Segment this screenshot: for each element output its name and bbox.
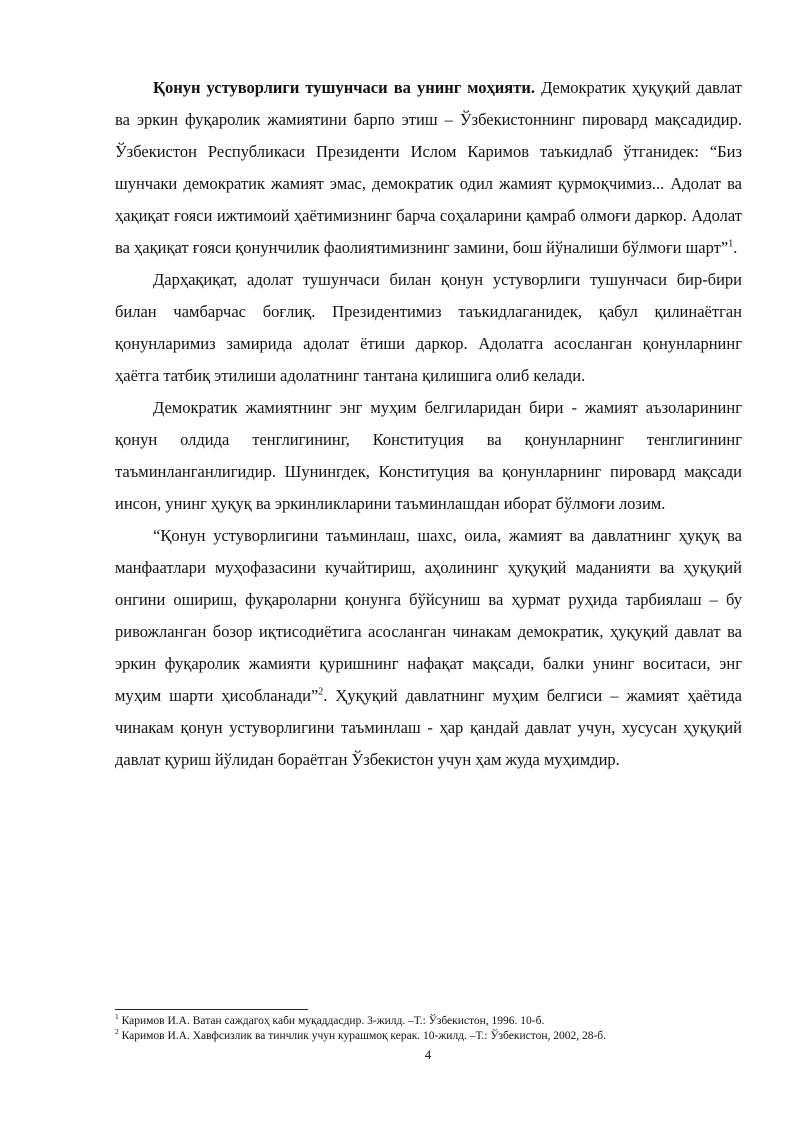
footnote-reference-2[interactable]: 2 xyxy=(318,686,324,698)
footnote-separator xyxy=(115,1009,308,1010)
paragraph-1 xyxy=(115,72,742,264)
paragraph-4 xyxy=(115,520,742,776)
paragraph-3 xyxy=(115,392,742,520)
footnote-text: Каримов И.А. Хавфсизлик ва тинчлик учун курашмоқ керак. 10-жилд. –Т.: Ўзбекистон, 2002, 28-б. xyxy=(118,1030,607,1042)
footnote-2 xyxy=(115,1029,742,1044)
section-heading: Қонун устуворлиги тушунчаси ва унинг моҳияти. xyxy=(153,78,535,97)
paragraph-text: Демократик жамиятнинг энг муҳим белгиларидан бири - жамият аъзоларининг қонун олдида тенглигининг, Конституция ва қонунларнинг тенглигининг таъминланганлигидир. Шунингдек, Конституция ва қонунларнинг пировард мақсади инсон, унинг ҳуқуқ ва эркинликларини таъминлашдан иборат бўлмоғи лозим. xyxy=(115,398,742,513)
footnote-text: Каримов И.А. Ватан саждагоҳ каби муқаддасдир. 3-жилд. –Т.: Ўзбекистон, 1996. 10-б. xyxy=(118,1015,545,1027)
footnote-mark: 2 xyxy=(115,1027,119,1037)
footnote-reference-1[interactable]: 1 xyxy=(728,238,734,250)
paragraph-text-end: . Ҳуқуқий давлатнинг муҳим белгиси – жамият ҳаётида чинакам қонун устуворлигини таъминлаш - ҳар қандай давлат учун, хусусан ҳуқуқий давлат қуриш йўлидан бораётган Ўзбекистон учун ҳам жуда муҳимдир. xyxy=(115,686,743,769)
paragraph-text: Дарҳақиқат, адолат тушунчаси билан қонун устуворлиги тушунчаси бир-бири билан чамбарчас боғлиқ. Президентимиз таъкидлаганидек, қабул қилинаётган қонунларимиз замирида адолат ётиши даркор. Адолатга асосланган қонунларнинг ҳаётга татбиқ этилиши адолатнинг тантана қилишига олиб келади. xyxy=(115,270,742,385)
footnote-1 xyxy=(115,1014,742,1029)
paragraph-2 xyxy=(115,264,742,392)
footnotes xyxy=(115,1014,742,1044)
footnote-mark: 1 xyxy=(115,1012,119,1022)
paragraph-text: “Қонун устуворлигини таъминлаш, шахс, оила, жамият ва давлатнинг ҳуқуқ ва манфаатлари муҳофазасини кучайтириш, аҳолининг ҳуқуқий маданияти ва ҳуқуқий онгини ошириш, фуқароларни қонунга бўйсуниш ва ҳурмат руҳида тарбиялаш – бу ривожланган бозор иқтисодиётига асосланган чинакам демократик, ҳуқуқий давлат ва эркин фуқаролик жамияти қуришнинг нафақат мақсади, балки унинг воситаси, энг муҳим шарти ҳисобланади” xyxy=(115,526,742,705)
document-body xyxy=(115,72,742,776)
paragraph-text: Демократик ҳуқуқий давлат ва эркин фуқаролик жамиятини барпо этиш – Ўзбекистоннинг пировард мақсадидир. Ўзбекистон Республикаси Президенти Ислом Каримов таъкидлаб ўтганидек: “Биз шунчаки демократик жамият эмас, демократик одил жамият қурмоқчимиз... Адолат ва ҳақиқат ғояси ижтимоий ҳаётимизнинг барча соҳаларини қамраб олмоғи даркор. Адолат ва ҳақиқат ғояси қонунчилик фаолиятимизнинг замини, бош йўналиши бўлмоғи шарт” xyxy=(115,78,742,257)
page-number: 4 xyxy=(424,1047,432,1062)
paragraph-text-end: . xyxy=(733,238,738,257)
